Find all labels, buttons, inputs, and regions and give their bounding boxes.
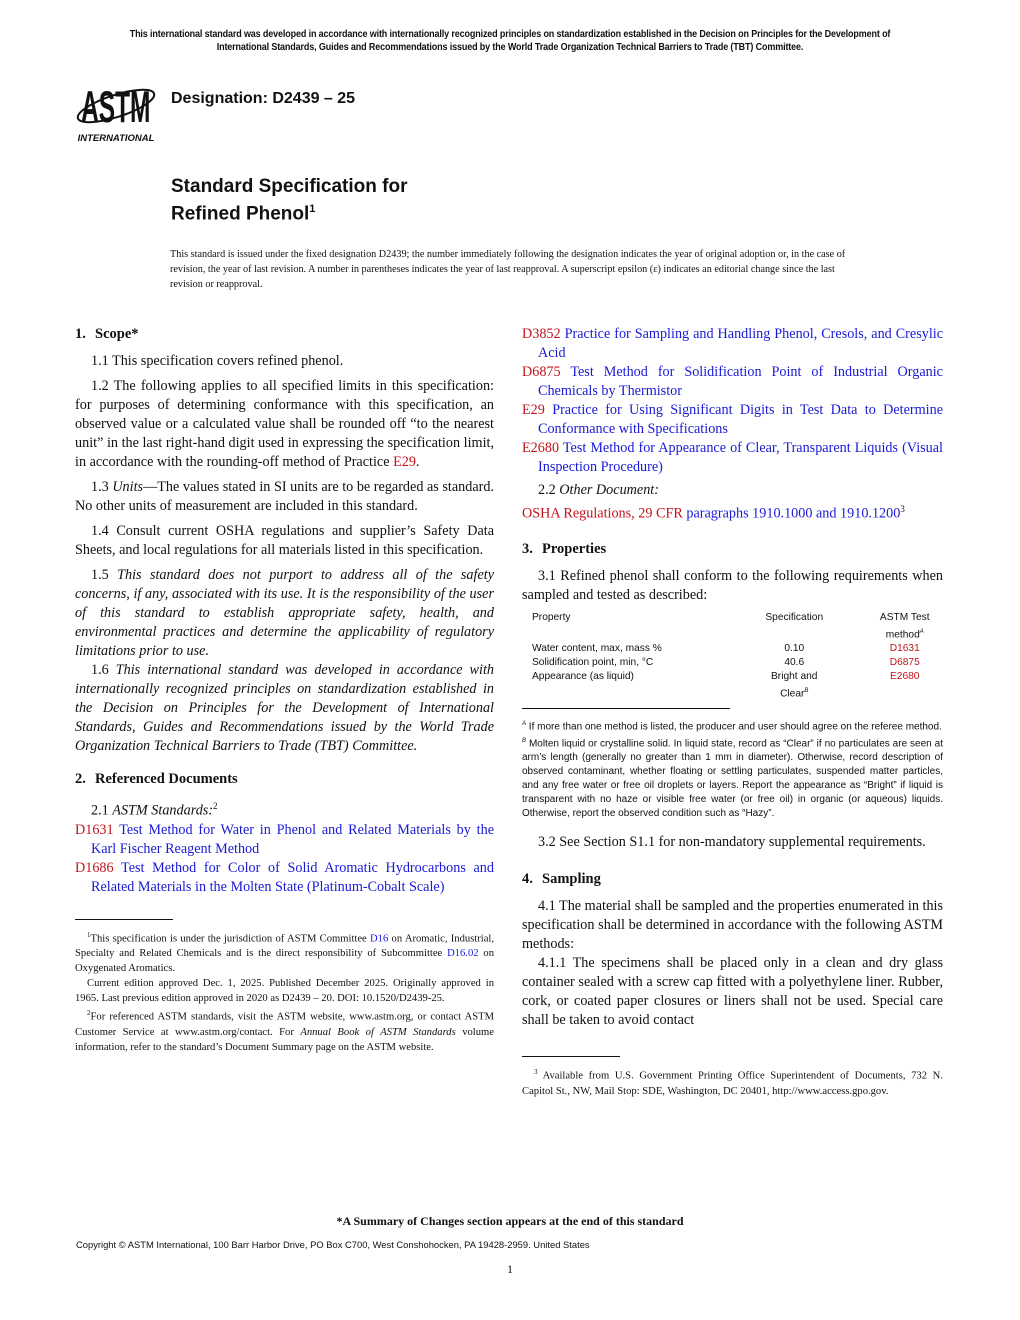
- test-method-link[interactable]: D1631: [889, 643, 920, 655]
- title-footnote-mark[interactable]: 1: [309, 203, 316, 215]
- summary-of-changes-note: *A Summary of Changes section appears at the end of this standard: [336, 1214, 684, 1228]
- section-3-heading: 3. Properties: [522, 540, 607, 557]
- reference-item[interactable]: D6875 Test Method for Solidification Point of Industrial Organic Chemicals by Thermistor: [522, 364, 943, 399]
- international-standard-notice: This international standard was developed in accordance with internationally recognized principles on standardization established in the Decision on Principles for the Development of International Standards, Guides and Recommendations issued by the World Trade Organization Technical Barriers to Trade (TBT) Committee.: [129, 29, 891, 53]
- link-e29[interactable]: E29: [393, 454, 416, 470]
- right-column: [522, 325, 943, 1099]
- page-number: 1: [507, 1262, 513, 1276]
- properties-table: [522, 611, 943, 702]
- table-footnote-divider: [522, 708, 730, 709]
- para-3-2: 3.2 See Section S1.1 for non-mandatory supplemental requirements.: [538, 834, 926, 851]
- reference-item[interactable]: D1631 Test Method for Water in Phenol and Related Materials by the Karl Fischer Reagent Method: [75, 821, 494, 857]
- table-row: Water content, max, mass % 0.10 D1631: [522, 642, 943, 656]
- para-1-3: 1.3 Units—The values stated in SI units are to be regarded as standard. No other units of measurement are included in this standard.: [75, 479, 494, 514]
- table-footnote-b: $^B$ Molten liquid or crystalline solid. In liquid state, record as “Clear” if no particulates are seen at arm’s length (generally no greater than 1 mm in diameter). Otherwise, record description of observed contaminant, whether floating or settling particulates, suspended matter particles, and any free water or free oil droplets or layers. Report the appearance as “Bright” if liquid is transparent with no haze or visible free water (or free oil) in organic (or aqueous) liquids. Otherwise, report the observed condition such as “Hazy”.: [522, 737, 943, 820]
- left-column: [75, 325, 494, 1055]
- edition-note: Current edition approved Dec. 1, 2025. Published December 2025. Originally approved in 1965. Last previous edition approved in 2020 as D2439 – 20. DOI: 10.1520/D2439-25.: [75, 978, 494, 1005]
- para-1-2: 1.2 The following applies to all specified limits in this specification: for purposes of determining conformance with this specification, an observed value or a calculated value shall be rounded off “to the nearest unit” in the last right-hand digit used in expressing the specification limit, in accordance with the rounding-off method of Practice E29.: [75, 378, 494, 470]
- para-2-2: 2.2 Other Document:: [538, 482, 659, 498]
- section-1-heading: 1. Scope*: [75, 326, 139, 342]
- astm-logo: [74, 78, 162, 144]
- para-1-5: 1.5 This standard does not purport to address all of the safety concerns, if any, associated with its use. It is the responsibility of the user of this standard to establish appropriate safety, health, and environmental practices and determine the applicability of regulatory limitations prior to use.: [75, 567, 494, 659]
- footnote-3: $^3$ Available from U.S. Government Printing Office Superintendent of Documents, 732 N. Capitol St., NW, Mail Stop: SDE, Washington, DC 20401, http://www.access.gpo.gov.: [522, 1068, 943, 1097]
- test-method-link[interactable]: E2680: [890, 671, 920, 683]
- footnote-2: $^2$For referenced ASTM standards, visit the ASTM website, www.astm.org, or contact ASTM Customer Service at www.astm.org/contact. For Annual Book of ASTM Standards volume information, refer to the standard’s Document Summary page on the ASTM website.: [75, 1009, 494, 1053]
- para-1-1: 1.1 This specification covers refined phenol.: [91, 353, 344, 369]
- astm-logo-icon: [74, 78, 162, 144]
- para-1-6: 1.6 This international standard was developed in accordance with internationally recognized principles on standardization established in the Decision on Principles for the Development of International Standards, Guides and Recommendations issued by the World Trade Organization Technical Barriers to Trade (TBT) Committee.: [75, 662, 494, 754]
- table-row: Appearance (as liquid) Bright and Clear$^B$ E2680: [522, 670, 943, 701]
- logo-subtitle: INTERNATIONAL: [77, 133, 155, 144]
- section-4-heading: 4. Sampling: [522, 871, 601, 888]
- section-2-heading: 2. Referenced Documents: [75, 771, 238, 787]
- table-footnote-a: $^A$ If more than one method is listed, the producer and user should agree on the referee method.: [522, 720, 942, 732]
- title-line-1: Standard Specification for: [171, 176, 408, 197]
- link-d16-02[interactable]: D16.02: [447, 948, 479, 960]
- link-d16[interactable]: D16: [370, 933, 389, 945]
- footnote-divider: [75, 919, 173, 920]
- issue-note: This standard is issued under the fixed designation D2439; the number immediately following the designation indicates the year of original adoption or, in the case of revision, the year of last revision. A number in parentheses indicates the year of last reapproval. A superscript epsilon (ε) indicates an editorial change since the last revision or reapproval.: [170, 249, 846, 290]
- para-4-1-1: 4.1.1 The specimens shall be placed only in a clean and dry glass container sealed with a screw cap fitted with a polyethylene liner. Rubber, cork, or coated paper closures or liners shall not be used. Special care shall be taken to avoid contact: [522, 955, 943, 1029]
- reference-item[interactable]: E2680 Test Method for Appearance of Clear, Transparent Liquids (Visual Inspection Procedure): [522, 440, 943, 475]
- para-1-4: 1.4 Consult current OSHA regulations and supplier’s Safety Data Sheets, and local regulations for all materials listed in this specification.: [75, 523, 494, 558]
- copyright: Copyright © ASTM International, 100 Barr Harbor Drive, PO Box C700, West Conshohocken, PA 19428-2959. United States: [76, 1239, 590, 1250]
- para-3-1: 3.1 Refined phenol shall conform to the following requirements when sampled and tested as described:: [522, 567, 943, 603]
- footnote-1: $^1$This specification is under the jurisdiction of ASTM Committee D16 on Aromatic, Industrial, Specialty and Related Chemicals and is the direct responsibility of Subcommittee D16.02 on Oxygenated Aromatics.: [75, 930, 495, 975]
- reference-item[interactable]: D3852 Practice for Sampling and Handling Phenol, Cresols, and Cresylic Acid: [522, 326, 943, 361]
- para-4-1: 4.1 The material shall be sampled and the properties enumerated in this specification shall be determined in accordance with the following ASTM methods:: [522, 898, 943, 953]
- table-header-row: [522, 611, 943, 642]
- document-title: [171, 175, 407, 225]
- title-line-2: Refined Phenol: [171, 203, 310, 225]
- header-test-method: ASTM Test method$^A$: [879, 611, 930, 641]
- other-reference-item[interactable]: OSHA Regulations, 29 CFR paragraphs 1910.1000 and 1910.1200$^3$: [522, 504, 905, 522]
- table-row: Solidification point, min, °C 40.6 D6875: [522, 656, 943, 670]
- designation: Designation: D2439 – 25: [171, 90, 356, 107]
- header-property: Property: [532, 611, 571, 623]
- test-method-link[interactable]: D6875: [889, 657, 920, 669]
- para-2-1: 2.1 ASTM Standards:$^2$: [91, 801, 218, 819]
- header-specification: Specification: [765, 611, 824, 623]
- reference-item[interactable]: E29 Practice for Using Significant Digits in Test Data to Determine Conformance with Specifications: [522, 402, 944, 437]
- reference-item[interactable]: D1686 Test Method for Color of Solid Aromatic Hydrocarbons and Related Materials in the Molten State (Platinum-Cobalt Scale): [75, 859, 494, 895]
- footnote-divider: [522, 1056, 620, 1057]
- logo-letters: ASTM: [81, 82, 151, 133]
